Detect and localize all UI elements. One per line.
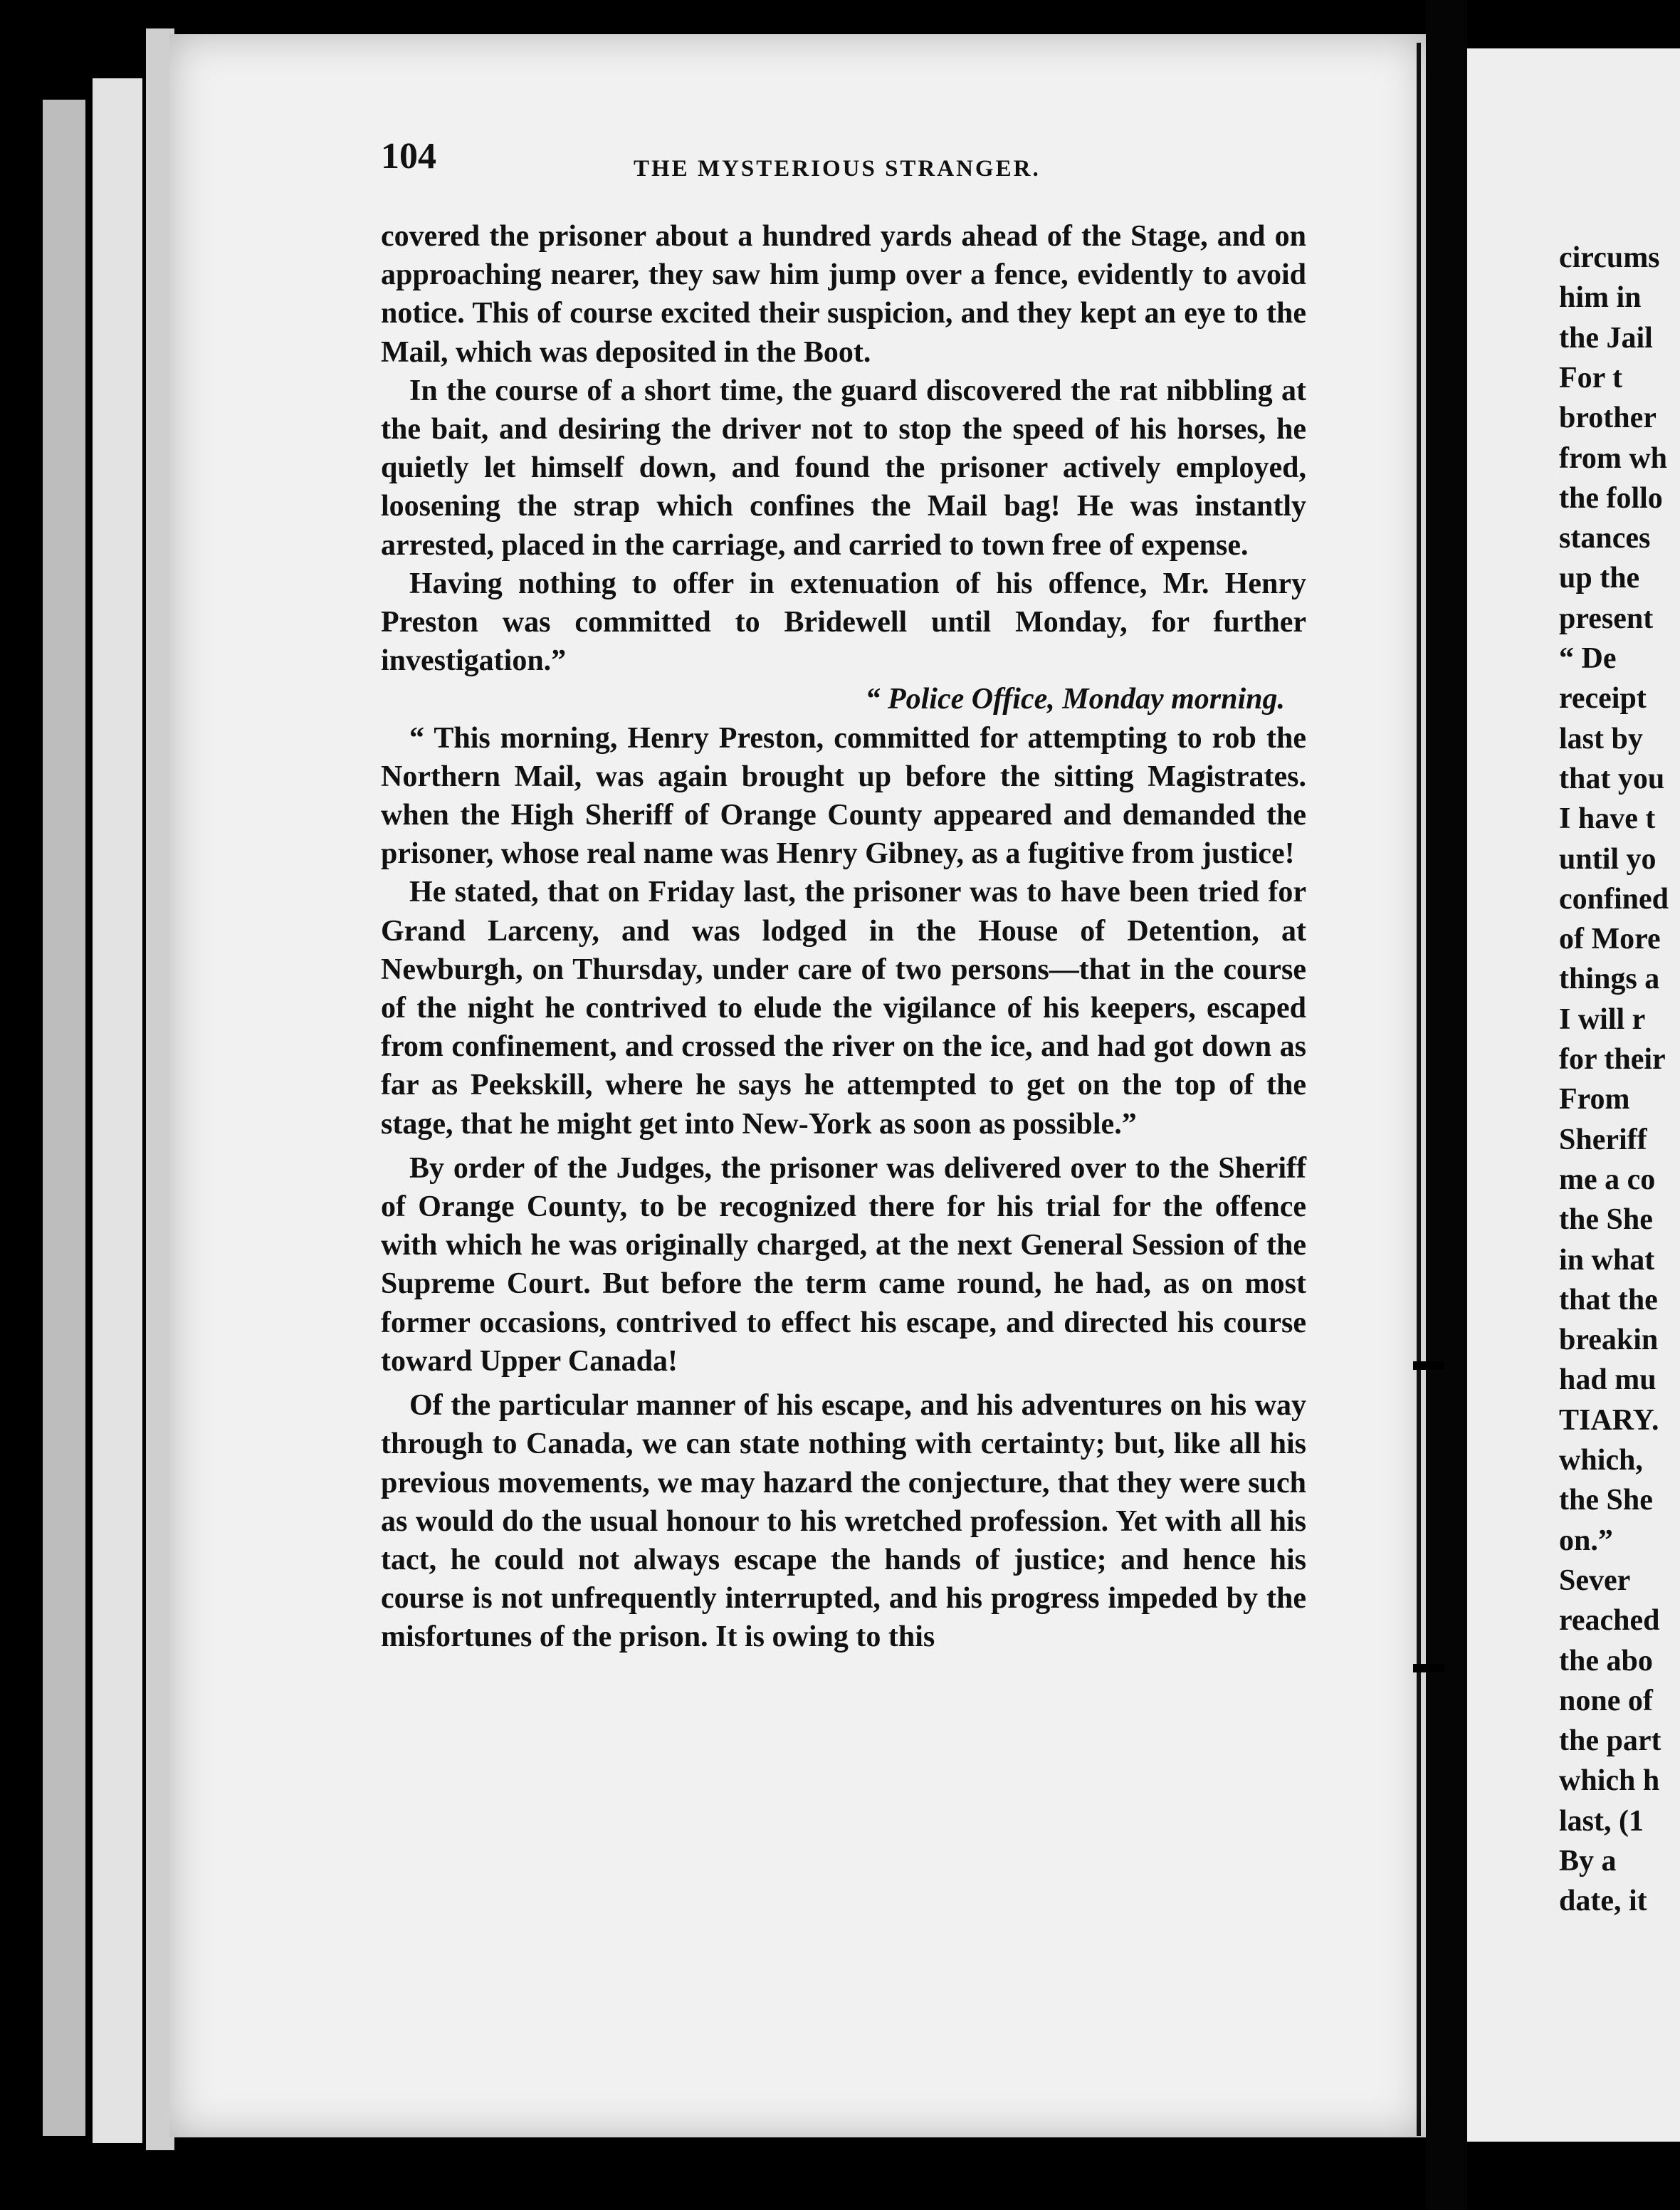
- facing-page-line: circums: [1559, 241, 1660, 274]
- facing-page-line: had mu: [1559, 1363, 1657, 1397]
- facing-page-line: the Jail: [1559, 321, 1653, 355]
- facing-page-line: up the: [1559, 562, 1640, 595]
- facing-page-line: from wh: [1559, 441, 1668, 475]
- dateline: “ Police Office, Monday morning.: [865, 683, 1285, 716]
- paragraph: “ This morning, Henry Preston, committed for attempting to rob the Northern Mail, was again brought up before the sitting Magistrates. when the High Sheriff of Orange County appeared and demanded the prisoner, whose real name was Henry Gibney, as a fugitive from justice!: [381, 721, 1306, 871]
- facing-page-line: Sever: [1559, 1564, 1631, 1597]
- facing-page-line: of More: [1559, 923, 1661, 956]
- facing-page-line: I will r: [1559, 1002, 1646, 1036]
- facing-page-line: the She: [1559, 1484, 1653, 1517]
- facing-page-line: brother: [1559, 402, 1657, 435]
- facing-page-line: last by: [1559, 722, 1643, 755]
- facing-page-line: I have t: [1559, 802, 1656, 836]
- paragraph: In the course of a short time, the guard discovered the rat nibbling at the bait, and desiring the driver not to stop the speed of his horses, he quietly let himself down, and found the prisoner actively employed, loosening the strap which confines the Mail bag! He was instantly arrested, placed in the carriage, and carried to town free of expense.: [381, 374, 1306, 562]
- gutter-mark: [1413, 1664, 1444, 1672]
- facing-page-line: in what: [1559, 1243, 1655, 1277]
- facing-page-line: until yo: [1559, 842, 1657, 876]
- gutter-mark: [1413, 1361, 1444, 1370]
- facing-page-line: Sheriff: [1559, 1123, 1647, 1156]
- paragraph: covered the prisoner about a hundred yards ahead of the Stage, and on approaching nearer, they saw him jump over a fence, evidently to avoid notice. This of course excited their suspicion, and they kept an eye to the Mail, which was deposited in the Boot.: [381, 220, 1306, 369]
- facing-page-line: present: [1559, 602, 1654, 635]
- facing-page-line: that you: [1559, 762, 1665, 795]
- page-edge-stack: [43, 100, 85, 2136]
- facing-page-line: the part: [1559, 1724, 1661, 1758]
- book-gutter: [1426, 0, 1467, 2210]
- facing-page-line: breakin: [1559, 1324, 1659, 1357]
- facing-page-line: reached: [1559, 1604, 1660, 1638]
- paragraph: He stated, that on Friday last, the prisoner was to have been tried for Grand Larceny, and was lodged in the House of Detention, at Newburgh, on Thursday, under care of two persons—that in the course of the night he contrived to elude the vigilance of his keepers, escaped from confinement, and crossed the river on the ice, and had got down as far as Peekskill, where he says he attempted to get on the top of the stage, that he might get into New-York as soon as possible.”: [381, 876, 1306, 1141]
- facing-page-line: him in: [1559, 281, 1642, 315]
- facing-page-line: From: [1559, 1083, 1630, 1116]
- facing-page-line: stances: [1559, 522, 1651, 555]
- page-edge-rule: [1417, 43, 1421, 2136]
- facing-page-line: “ De: [1559, 642, 1617, 675]
- page-number: 104: [381, 136, 436, 177]
- facing-page-line: the follo: [1559, 481, 1663, 515]
- page-edge-stack: [93, 78, 142, 2143]
- facing-page-line: TIARY.: [1559, 1403, 1659, 1437]
- facing-page-line: the She: [1559, 1203, 1653, 1237]
- running-head-text: THE MYSTERIOUS STRANGER.: [634, 156, 1041, 182]
- facing-page-line: By a: [1559, 1845, 1617, 1878]
- paragraph: Of the particular manner of his escape, and his adventures on his way through to Canada, we can state nothing with certainty; but, like all his previous movements, we may hazard the conjecture, that they were such as would do the usual honour to his wretched profession. Yet with all his tact, he could not always escape the hands of justice; and hence his course is not unfrequently interrupted, and his progress impeded by the misfortunes of the prison. It is owing to this: [381, 1389, 1306, 1654]
- facing-page-line: me a co: [1559, 1163, 1656, 1196]
- paragraph: By order of the Judges, the prisoner was delivered over to the Sheriff of Orange County, to be recognized there for his trial for the offence with which he was originally charged, at the next General Session of the Supreme Court. But before the term came round, he had, as on most former occasions, contrived to effect his escape, and directed his course toward Upper Canada!: [381, 1151, 1306, 1378]
- running-head: [381, 146, 1349, 189]
- facing-page-line: none of: [1559, 1684, 1653, 1717]
- facing-page-line: that the: [1559, 1283, 1658, 1316]
- facing-page-line: which h: [1559, 1764, 1660, 1798]
- facing-page-line: confined: [1559, 882, 1669, 916]
- facing-page-line: the abo: [1559, 1644, 1653, 1677]
- facing-page-line: things a: [1559, 963, 1660, 996]
- facing-page-line: on.”: [1559, 1524, 1613, 1557]
- body-text: [381, 217, 1306, 1657]
- paragraph: Having nothing to offer in extenuation of his offence, Mr. Henry Preston was committed to Bridewell until Monday, for further investigation.”: [381, 567, 1306, 678]
- facing-page-line: last, (1: [1559, 1804, 1644, 1838]
- facing-page-line: date, it: [1559, 1885, 1647, 1918]
- facing-page-line: which,: [1559, 1444, 1643, 1477]
- facing-page-line: receipt: [1559, 682, 1647, 716]
- facing-page-line: for their: [1559, 1043, 1666, 1076]
- facing-page-line: For t: [1559, 361, 1623, 394]
